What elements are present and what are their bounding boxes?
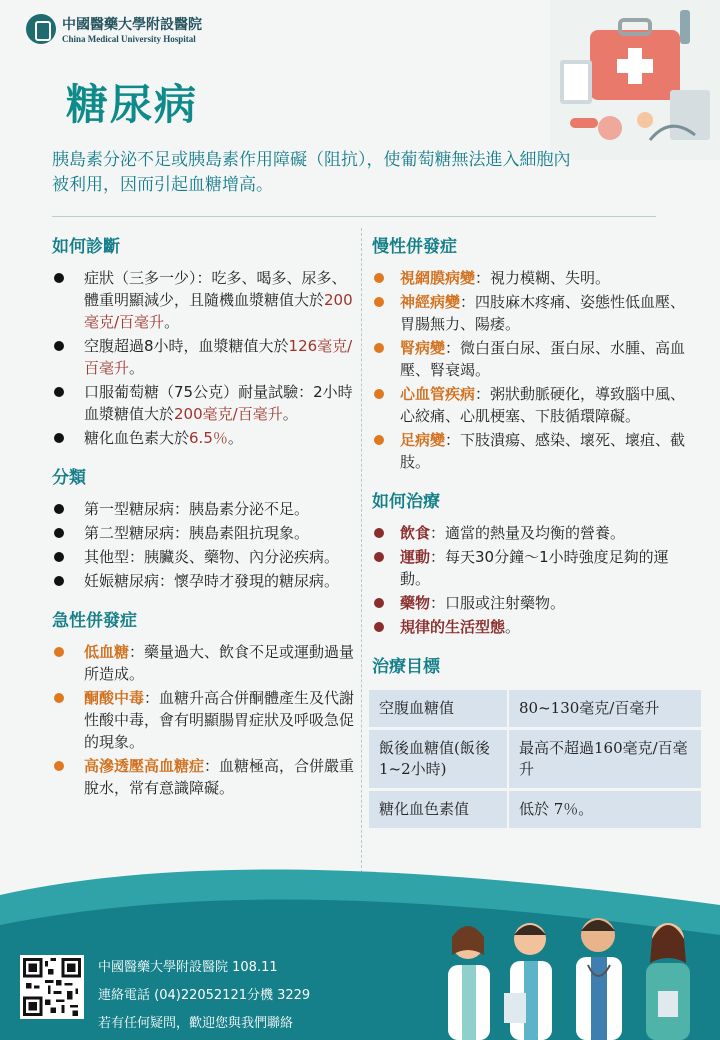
divider xyxy=(52,216,656,217)
hospital-logo-icon xyxy=(26,14,56,44)
table-row xyxy=(369,791,703,828)
list-item: 足病變：下肢潰瘍、感染、壞死、壞疽、截肢。 xyxy=(372,429,692,473)
list-item: 其他型：胰臟炎、藥物、內分泌疾病。 xyxy=(52,546,358,568)
list-item: 酮酸中毒：血糖升高合併酮體產生及代謝性酸中毒，會有明顯腸胃症狀及呼吸急促的現象。 xyxy=(52,687,358,753)
list-item: 口服葡萄糖（75公克）耐量試驗：2小時血漿糖值大於200毫克/百毫升。 xyxy=(52,381,358,425)
medical-kit-illustration xyxy=(550,0,720,160)
intro-text: 胰島素分泌不足或胰島素作用障礙（阻抗），使葡萄糖無法進入細胞內被利用，因而引起血糖增高。 xyxy=(52,150,571,195)
list-item: 運動：每天30分鐘～1小時強度足夠的運動。 xyxy=(372,546,692,590)
logo-name-en: China Medical University Hospital xyxy=(62,34,196,44)
list-item: 規律的生活型態。 xyxy=(372,616,692,638)
list-item: 第二型糖尿病：胰島素阻抗現象。 xyxy=(52,522,358,544)
right-column xyxy=(372,232,692,845)
footer-hospital-date: 中國醫藥大學附設醫院 108.11 xyxy=(98,960,278,975)
logo-name-zh: 中國醫藥大學附設醫院 xyxy=(62,17,202,33)
left-column xyxy=(52,232,358,813)
goals-section xyxy=(372,652,692,831)
footer-contact xyxy=(98,954,310,1038)
table-cell-value: 80~130毫克/百毫升 xyxy=(509,690,703,727)
list-item: 心血管疾病：粥狀動脈硬化，導致腦中風、心絞痛、心肌梗塞、下肢循環障礙。 xyxy=(372,383,692,427)
list-item: 空腹超過8小時，血漿糖值大於126毫克/百毫升。 xyxy=(52,335,358,379)
list-item: 症狀（三多一少）：吃多、喝多、尿多、體重明顯減少，且隨機血漿糖值大於200毫克/百毫升。 xyxy=(52,267,358,333)
chronic-section xyxy=(372,232,692,473)
list-item: 低血糖：藥量過大、飲食不足或運動過量所造成。 xyxy=(52,641,358,685)
types-section xyxy=(52,463,358,592)
qr-code[interactable] xyxy=(20,955,84,1019)
list-item: 第一型糖尿病：胰島素分泌不足。 xyxy=(52,498,358,520)
hospital-logo xyxy=(26,14,202,44)
table-cell-label: 飯後血糖值(飯後1~2小時) xyxy=(369,730,509,788)
list-item: 飲食：適當的熱量及均衡的營養。 xyxy=(372,522,692,544)
goals-table xyxy=(369,687,703,831)
types-heading: 分類 xyxy=(52,468,86,488)
goals-heading: 治療目標 xyxy=(372,657,440,677)
list-item: 高滲透壓高血糖症：血糖極高，合併嚴重脫水，常有意識障礙。 xyxy=(52,755,358,799)
diagnosis-heading: 如何診斷 xyxy=(52,237,120,257)
table-cell-label: 糖化血色素值 xyxy=(369,791,509,828)
acute-section xyxy=(52,606,358,799)
qr-code-icon xyxy=(23,958,81,1016)
acute-heading: 急性併發症 xyxy=(52,611,137,631)
table-cell-label: 空腹血糖值 xyxy=(369,690,509,727)
table-row xyxy=(369,690,703,727)
footer-invite: 若有任何疑問，歡迎您與我們聯絡 xyxy=(98,1016,294,1031)
treatment-heading: 如何治療 xyxy=(372,492,440,512)
page-title: 糖尿病 xyxy=(66,80,199,129)
list-item: 糖化血色素大於6.5％。 xyxy=(52,427,358,449)
list-item: 腎病變：微白蛋白尿、蛋白尿、水腫、高血壓、腎衰竭。 xyxy=(372,337,692,381)
doctors-illustration xyxy=(432,905,720,1040)
list-item: 神經病變：四肢麻木疼痛、姿態性低血壓、胃腸無力、陽痿。 xyxy=(372,291,692,335)
list-item: 妊娠糖尿病：懷孕時才發現的糖尿病。 xyxy=(52,570,358,592)
list-item: 視網膜病變：視力模糊、失明。 xyxy=(372,267,692,289)
diagnosis-section xyxy=(52,232,358,449)
list-item: 藥物：口服或注射藥物。 xyxy=(372,592,692,614)
table-cell-value: 最高不超過160毫克/百毫升 xyxy=(509,730,703,788)
column-divider xyxy=(361,228,362,878)
treatment-section xyxy=(372,487,692,638)
chronic-heading: 慢性併發症 xyxy=(372,237,457,257)
table-row xyxy=(369,730,703,788)
footer-phone: 連絡電話 (04)22052121分機 3229 xyxy=(98,988,311,1003)
table-cell-value: 低於 7％。 xyxy=(509,791,703,828)
